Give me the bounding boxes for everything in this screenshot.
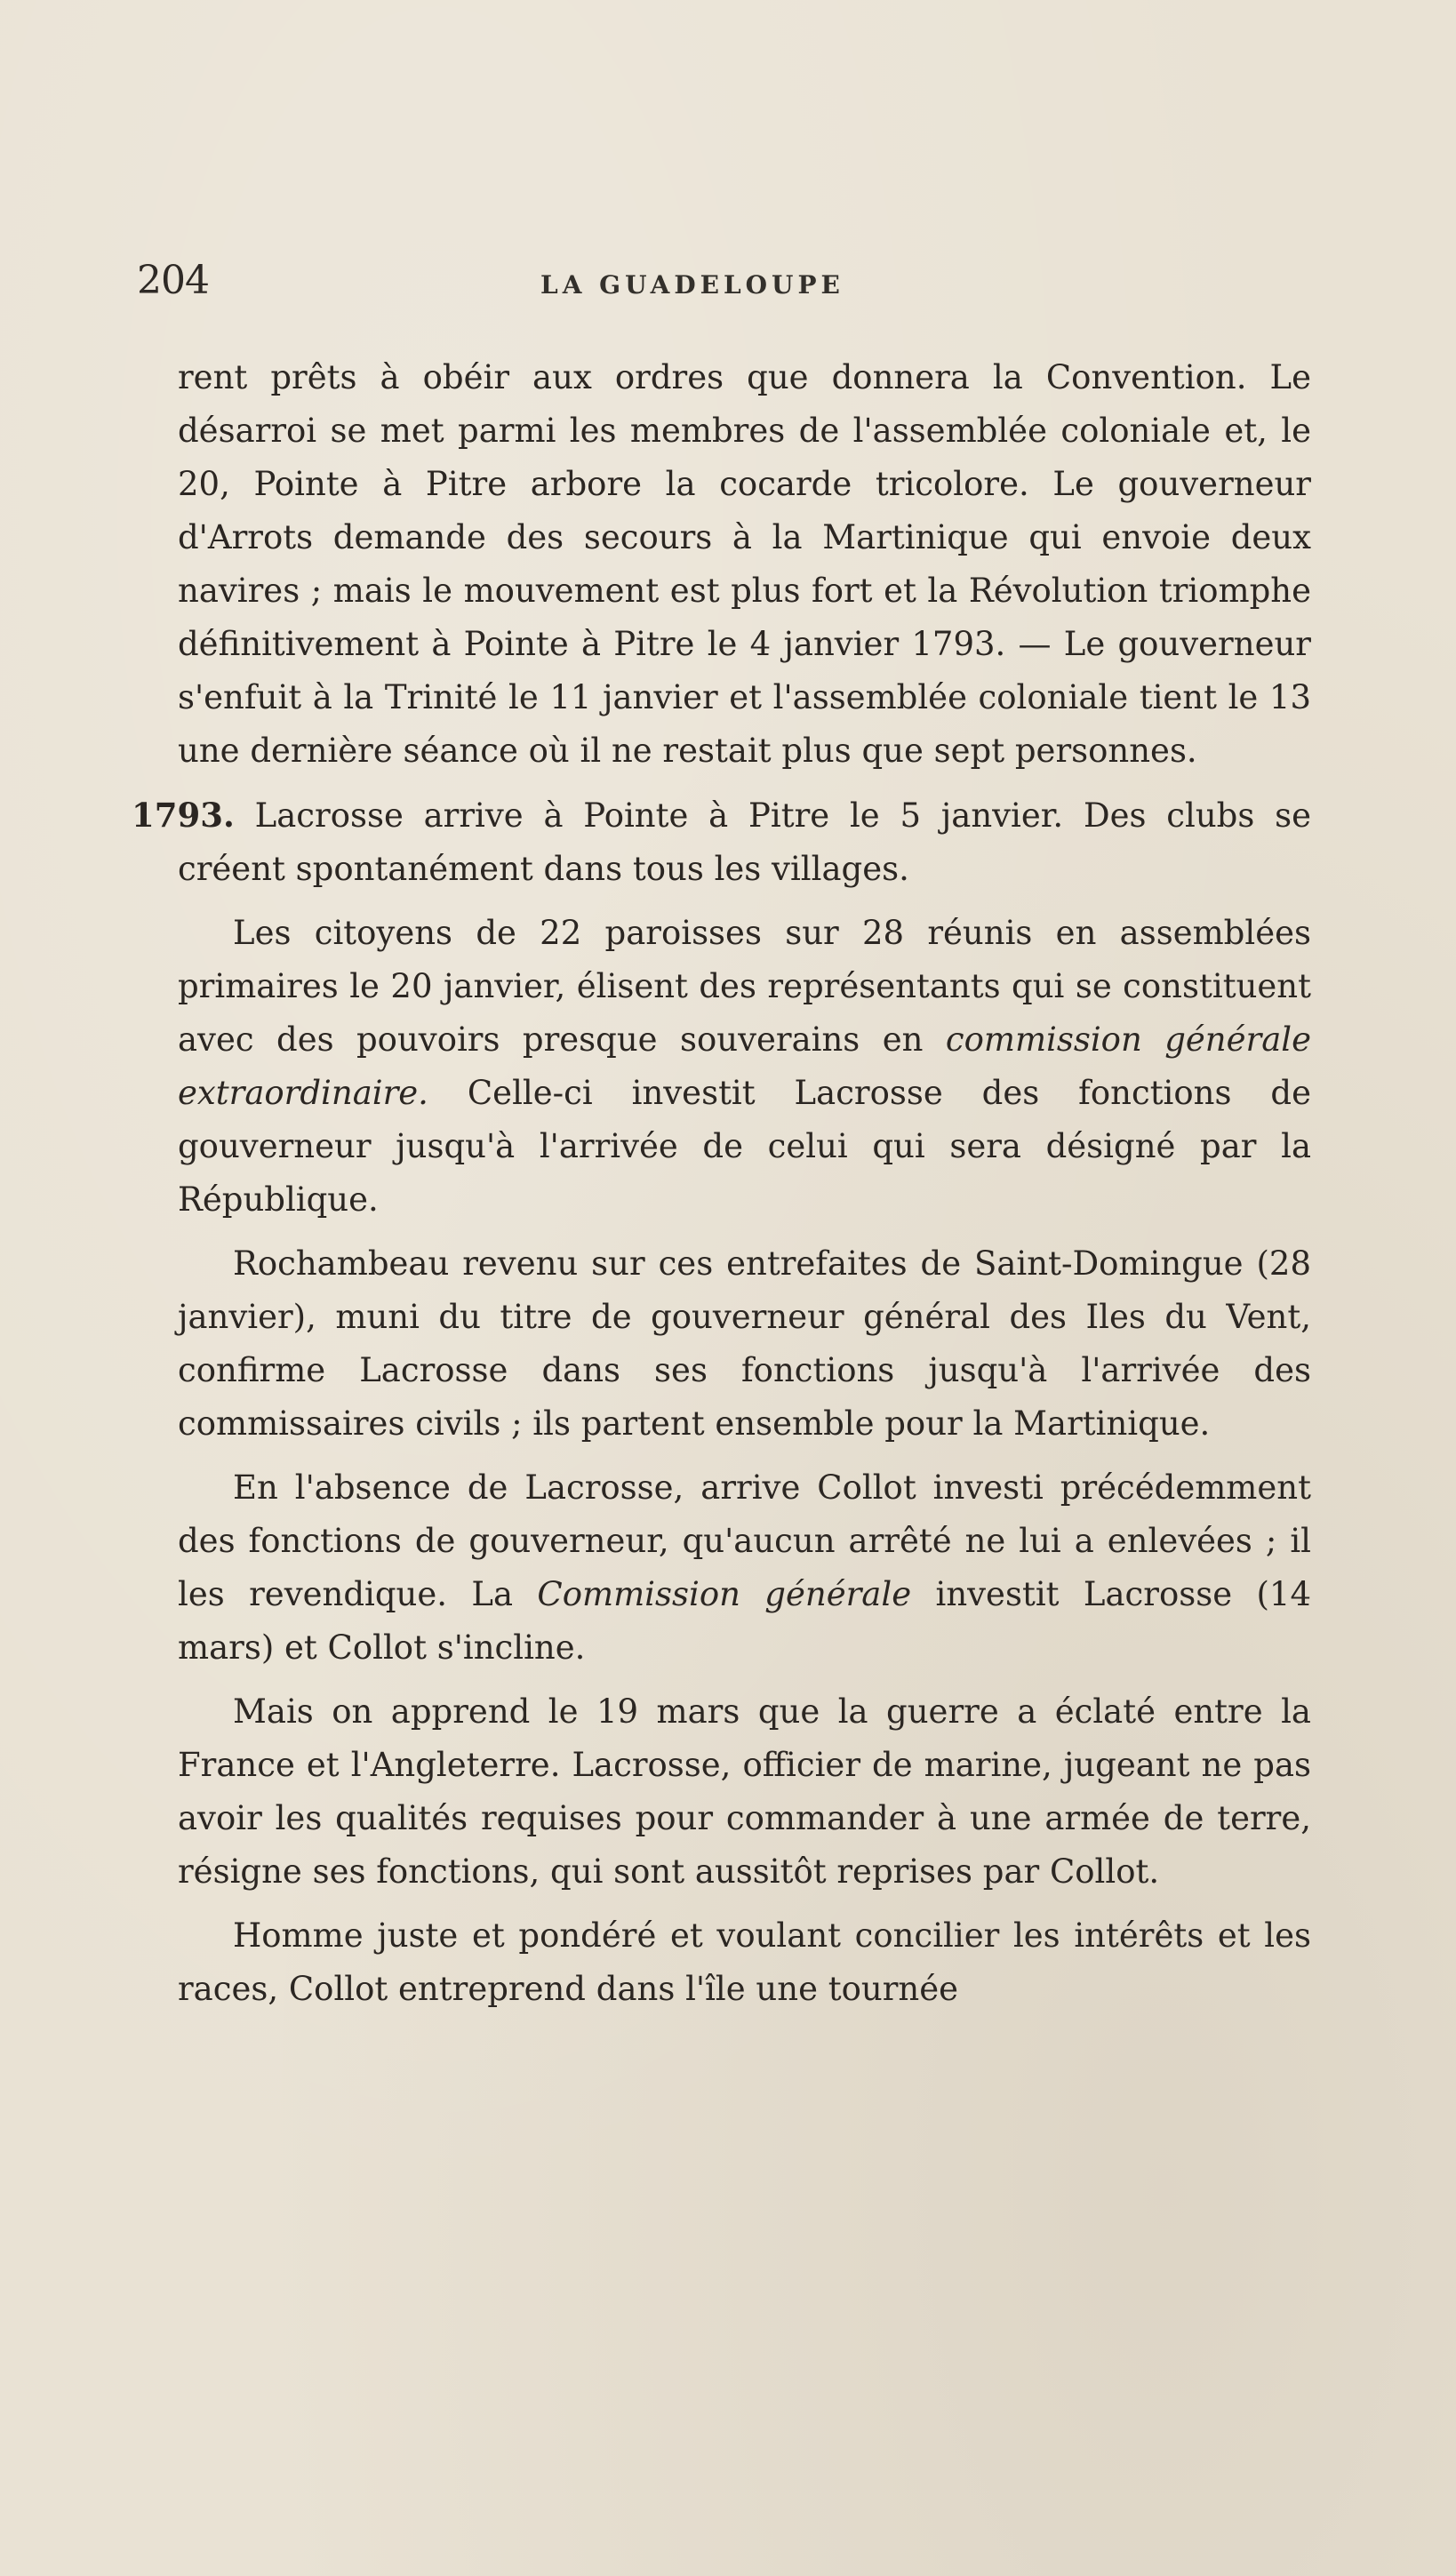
paragraph-commission <box>178 907 1311 1227</box>
paragraph-text: En l'absence de Lacrosse, arrive Collot investi précédemment des fonctions de gouverneur, qu'aucun arrêté ne lui a enlevées ; il les revendique. La <box>178 1468 1311 1613</box>
paragraph-dated-1793 <box>132 788 1311 896</box>
paragraph-text: Mais on apprend le 19 mars que la guerre a éclaté entre la France et l'Angleterre. Lacrosse, officier de marine, jugeant ne pas avoir les qualités requises pour commander à une armée de terre, résigne ses fonctions, qui sont aussitôt reprises par Collot. <box>178 1692 1311 1891</box>
running-title: LA GUADELOUPE <box>540 270 844 300</box>
paragraph-text: Lacrosse arrive à Pointe à Pitre le 5 janvier. Des clubs se créent spontanément dans tous les villages. <box>178 796 1311 888</box>
italic-term: Commission générale <box>537 1575 912 1613</box>
paragraph-text: rent prêts à obéir aux ordres que donnera la Convention. Le désarroi se met parmi les membres de l'assemblée coloniale et, le 20, Pointe à Pitre arbore la cocarde tricolore. Le gouverneur d'Arrots demande des secours à la Martinique qui envoie deux navires ; mais le mouvement est plus fort et la Révolution triomphe définitivement à Pointe à Pitre le 4 janvier 1793. — Le gouverneur s'enfuit à la Trinité le 11 janvier et l'assemblée coloniale tient le 13 une dernière séance où il ne restait plus que sept personnes. <box>178 358 1311 770</box>
paragraph-war <box>178 1685 1311 1899</box>
running-head <box>133 258 1316 311</box>
year-heading: 1793. <box>132 796 235 835</box>
paragraph-text: Les citoyens de 22 paroisses sur 28 réunis en assemblées primaires le 20 janvier, élisent des représentants qui se constituent avec des pouvoirs presque souverains en <box>178 914 1311 1059</box>
paragraph-tournee <box>178 1909 1311 2016</box>
paragraph-rochambeau <box>178 1237 1311 1451</box>
body-text <box>132 351 1311 2027</box>
paragraph-collot <box>178 1461 1311 1675</box>
paragraph-text: Homme juste et pondéré et voulant concilier les intérêts et les races, Collot entreprend dans l'île une tournée <box>178 1916 1311 2008</box>
italic-term: commission générale extraordinaire. <box>178 1020 1311 1112</box>
paragraph-text: Rochambeau revenu sur ces entrefaites de Saint-Domingue (28 janvier), muni du titre de gouverneur général des Iles du Vent, confirme Lacrosse dans ses fonctions jusqu'à l'arrivée des commissaires civils ; ils partent ensemble pour la Martinique. <box>178 1244 1311 1443</box>
paragraph-text: investit Lacrosse (14 mars) et Collot s'incline. <box>178 1575 1311 1667</box>
page-number: 204 <box>137 258 209 303</box>
paragraph-text: Celle-ci investit Lacrosse des fonctions de gouverneur jusqu'à l'arrivée de celui qui sera désigné par la République. <box>178 1074 1311 1219</box>
paragraph-continuation <box>178 351 1311 778</box>
